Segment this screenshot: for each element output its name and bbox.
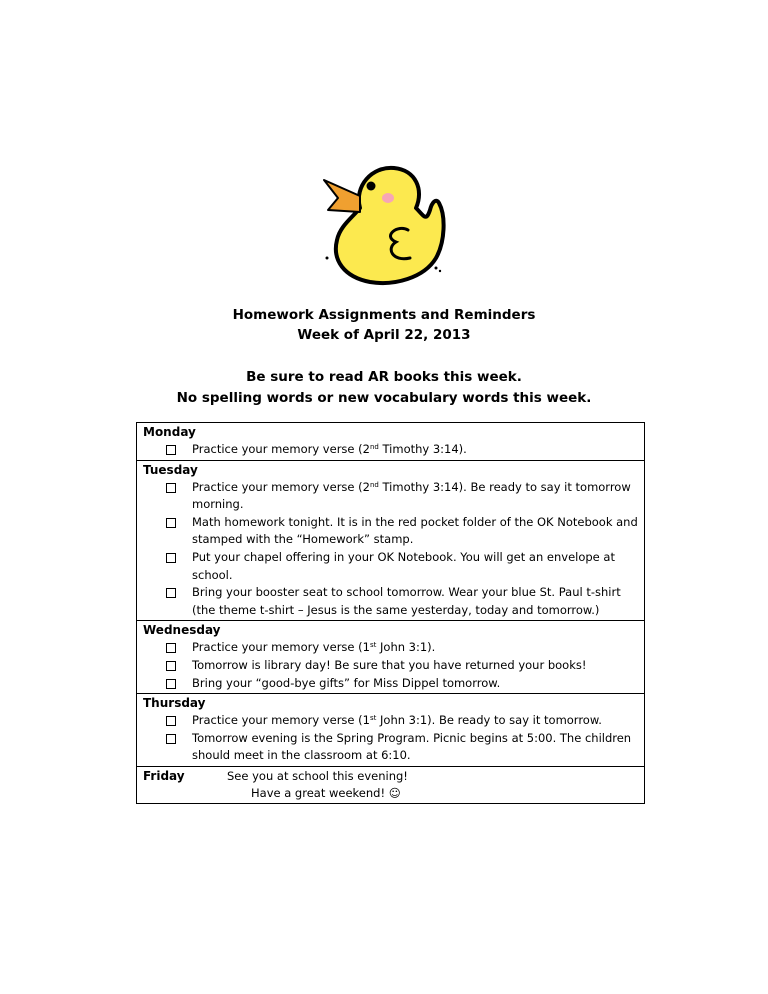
assignment-list <box>143 712 640 765</box>
assignment-item <box>161 730 640 765</box>
friday-note-1: See you at school this evening! <box>227 768 408 783</box>
duck-icon <box>312 158 452 290</box>
title: Homework Assignments and Reminders <box>232 307 536 323</box>
day-name-friday: Friday <box>143 768 185 783</box>
reminder-no-spelling: No spelling words or new vocabulary words this week. <box>176 390 592 406</box>
assignment-item <box>161 514 640 549</box>
assignment-item <box>161 549 640 584</box>
empty-checkbox-icon <box>166 661 176 671</box>
assignment-text: Timothy 3:14). <box>378 442 467 456</box>
assignment-list <box>143 479 640 620</box>
empty-checkbox-icon <box>166 518 176 528</box>
week-label: Week of April 22, 2013 <box>297 327 471 343</box>
assignment-item <box>161 675 640 693</box>
assignment-text: Tomorrow evening is the Spring Program. Picnic begins at 5:00. The children should meet in the classroom at 6:10. <box>192 730 632 763</box>
day-name-wednesday: Wednesday <box>143 623 221 638</box>
assignment-text: John 3:1). Be ready to say it tomorrow. <box>376 713 602 728</box>
assignment-text: Practice your memory verse (2 <box>192 479 370 494</box>
smiley-icon: ☺ <box>388 785 401 800</box>
day-name-thursday: Thursday <box>143 696 206 711</box>
friday-note-2: Have a great weekend! <box>251 785 386 800</box>
day-row-wednesday <box>137 621 645 694</box>
empty-checkbox-icon <box>166 679 176 689</box>
ordinal-suffix: nd <box>369 480 379 489</box>
day-row-friday <box>137 766 645 803</box>
empty-checkbox-icon <box>166 716 176 726</box>
day-row-tuesday <box>137 460 645 621</box>
day-row-monday <box>137 423 645 461</box>
assignment-item <box>161 639 640 657</box>
assignment-item <box>161 584 640 619</box>
ordinal-suffix: st <box>369 641 377 650</box>
empty-checkbox-icon <box>166 445 176 455</box>
ordinal-suffix: st <box>369 714 377 723</box>
assignment-list <box>143 441 640 459</box>
assignment-text: Practice your memory verse (1 <box>192 640 370 655</box>
assignment-item <box>161 712 640 730</box>
empty-checkbox-icon <box>166 734 176 744</box>
assignment-text: Bring your “good-bye gifts” for Miss Dippel tomorrow. <box>192 675 501 690</box>
day-row-thursday <box>137 694 645 767</box>
assignment-item <box>161 441 640 459</box>
empty-checkbox-icon <box>166 588 176 598</box>
assignment-text: Bring your booster seat to school tomorrow. Wear your blue St. Paul t-shirt (the theme t-shirt – Jesus is the same yesterday, today and tomorrow.) <box>192 585 621 617</box>
empty-checkbox-icon <box>166 553 176 563</box>
assignment-list <box>143 639 640 692</box>
reminder-ar-books: Be sure to read AR books this week. <box>246 369 522 385</box>
day-name-tuesday: Tuesday <box>143 462 198 477</box>
homework-table <box>136 422 645 804</box>
assignment-item <box>161 479 640 514</box>
assignment-item <box>161 657 640 675</box>
assignment-text: Math homework tonight. It is in the red pocket folder of the OK Notebook and stamped with the “Homework” stamp. <box>192 514 638 547</box>
assignment-text: Practice your memory verse (2 <box>192 442 370 456</box>
ordinal-suffix: nd <box>369 443 379 451</box>
assignment-text: John 3:1). <box>376 640 436 655</box>
empty-checkbox-icon <box>166 483 176 493</box>
empty-checkbox-icon <box>166 643 176 653</box>
assignment-text: Practice your memory verse (1 <box>192 713 370 728</box>
day-name-monday: Monday <box>143 425 196 439</box>
assignment-text: Tomorrow is library day! Be sure that you have returned your books! <box>192 657 587 672</box>
assignment-text: Timothy 3:14). Be ready to say it tomorrow morning. <box>192 479 631 512</box>
assignment-text: Put your chapel offering in your OK Notebook. You will get an envelope at school. <box>192 549 615 582</box>
